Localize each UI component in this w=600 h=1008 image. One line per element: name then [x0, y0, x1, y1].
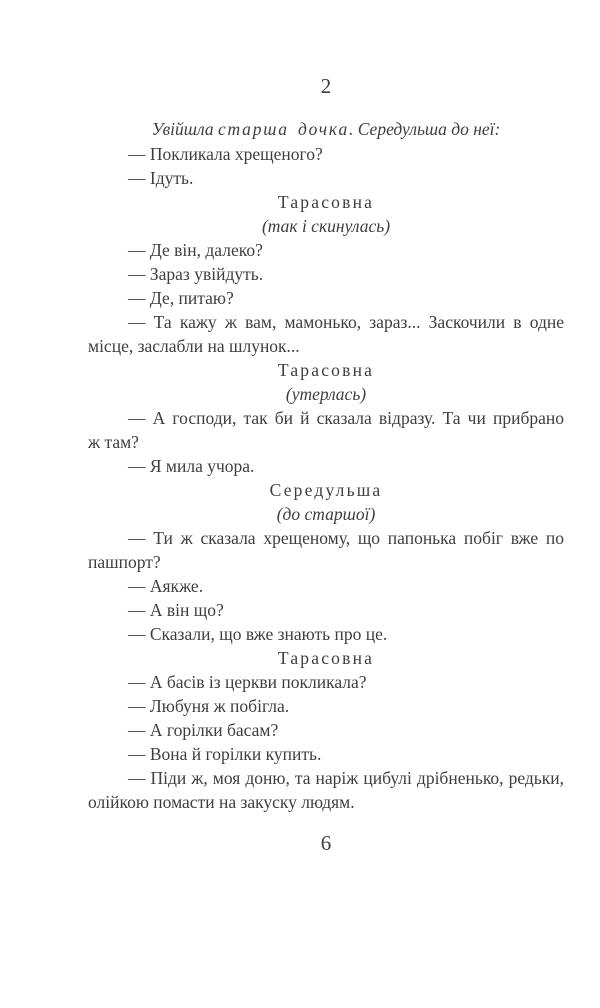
dialogue-line [88, 166, 564, 190]
dialogue-text: олійкою помасти на закуску людям. [88, 792, 355, 812]
dialogue-line [88, 622, 564, 646]
dialogue-text: — Сказали, що вже знають про це. [128, 624, 388, 644]
book-page [0, 74, 600, 1008]
dialogue-line [88, 310, 564, 358]
dialogue-text: пашпорт? [88, 552, 161, 572]
dialogue-text: — Де, питаю? [128, 288, 234, 308]
dialogue-line [88, 694, 564, 718]
substage-direction: (утерлась) [285, 384, 367, 404]
dialogue-text: — Вона й горілки купить. [128, 744, 322, 764]
dialogue-line [88, 718, 564, 742]
dialogue-line [88, 238, 564, 262]
dialogue-line [88, 742, 564, 766]
dialogue-line [88, 670, 564, 694]
dialogue-text: — Де він, далеко? [128, 240, 263, 260]
stage-direction-tail: . Середульша до неї: [349, 119, 501, 139]
stage-direction-lead: Увійшла [151, 119, 218, 139]
dialogue-line [88, 142, 564, 166]
character-name: Тарасовна [277, 648, 375, 668]
dialogue-text: — Любуня ж побігла. [128, 696, 290, 716]
dialogue-text: — А басів із церкви покликала? [128, 672, 367, 692]
dialogue-text: — Ідуть. [128, 168, 194, 188]
dialogue-text: — А горілки басам? [128, 720, 279, 740]
dialogue-line [88, 406, 564, 454]
substage-direction: (до старшої) [276, 504, 376, 524]
character-name: Тарасовна [277, 360, 375, 380]
stage-direction [88, 117, 564, 141]
substage-direction: (так і скинулась) [261, 216, 391, 236]
character-name: Середульша [269, 480, 383, 500]
page-number-top: 2 [320, 74, 332, 98]
dialogue-text: — Та кажу ж вам, мамонько, зараз... Заскочили в одне [128, 312, 564, 332]
dialogue-line [88, 526, 564, 574]
dialogue-text: місце, заслабли на шлунок... [88, 336, 300, 356]
dialogue-text: — А господи, так би й сказала відразу. Та чи прибрано [128, 408, 564, 428]
dialogue-line [88, 766, 564, 814]
dialogue-text: — Я мила учора. [128, 456, 255, 476]
dialogue-line [88, 598, 564, 622]
dialogue-text: — Аякже. [128, 576, 204, 596]
dialogue-line [88, 286, 564, 310]
stage-direction-emphasized: старша дочка [217, 119, 350, 139]
page-number-bottom: 6 [320, 831, 332, 855]
dialogue-line [88, 454, 564, 478]
dialogue-text: — Зараз увійдуть. [128, 264, 264, 284]
dialogue-text: — Покликала хрещеного? [128, 144, 323, 164]
dialogue-text: — А він що? [128, 600, 224, 620]
dialogue-line [88, 262, 564, 286]
dialogue-line [88, 574, 564, 598]
dialogue-text: ж там? [88, 432, 139, 452]
character-name: Тарасовна [277, 192, 375, 212]
dialogue-text: — Піди ж, моя доню, та наріж цибулі дрібненько, редьки, [128, 768, 564, 788]
dialogue-text: — Ти ж сказала хрещеному, що папонька побіг вже по [128, 528, 564, 548]
